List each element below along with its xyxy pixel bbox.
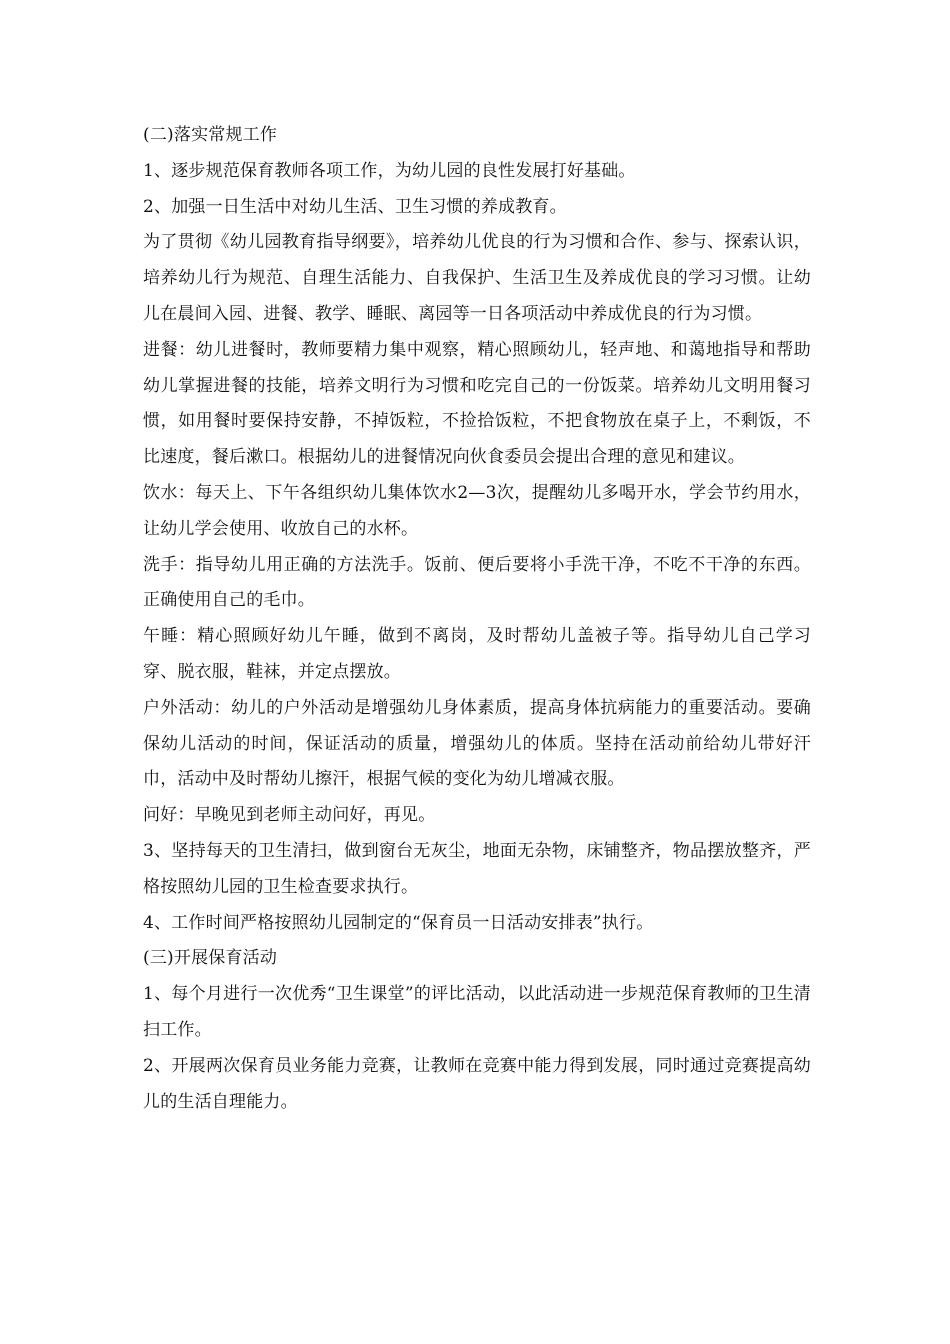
document-body (143, 118, 811, 1120)
paragraph-nap: 午睡：精心照顾好幼儿午睡，做到不离岗，及时帮幼儿盖被子等。指导幼儿自己学习穿、脱衣服，鞋袜，并定点摆放。 (143, 626, 811, 682)
paragraph-drinking: 饮水：每天上、下午各组织幼儿集体饮水2—3次，提醒幼儿多喝开水，学会节约用水，让幼儿学会使用、收放自己的水杯。 (143, 482, 811, 539)
section-heading-3: (三)开展保育活动 (143, 948, 278, 969)
list-item-1: 1、逐步规范保育教师各项工作，为幼儿园的良性发展打好基础。 (143, 160, 636, 181)
paragraph-purpose: 为了贯彻《幼儿园教育指导纲要》，培养幼儿优良的行为习惯和合作、参与、探索认识，培养幼儿行为规范、自理生活能力、自我保护、生活卫生及养成优良的学习习惯。让幼儿在晨间入园、进餐、教学、睡眠、离园等一日各项活动中养成优良的行为习惯。 (143, 232, 811, 324)
paragraph-handwashing: 洗手：指导幼儿用正确的方法洗手。饭前、便后要将小手洗干净，不吃不干净的东西。正确使用自己的毛巾。 (143, 554, 811, 611)
section-heading-2: (二)落实常规工作 (143, 125, 278, 145)
list-item-2: 2、加强一日生活中对幼儿生活、卫生习惯的养成教育。 (143, 196, 567, 217)
list-item-4: 4、工作时间严格按照幼儿园制定的“保育员一日活动安排表”执行。 (143, 912, 654, 933)
list-item-3: 3、坚持每天的卫生清扫，做到窗台无灰尘，地面无杂物，床铺整齐，物品摆放整齐，严格按照幼儿园的卫生检查要求执行。 (143, 840, 811, 897)
list-item-activity-1: 1、每个月进行一次优秀“卫生课堂”的评比活动，以此活动进一步规范保育教师的卫生清扫工作。 (143, 984, 811, 1040)
list-item-activity-2: 2、开展两次保育员业务能力竞赛，让教师在竞赛中能力得到发展，同时通过竞赛提高幼儿的生活自理能力。 (143, 1055, 811, 1112)
paragraph-greeting: 问好：早晚见到老师主动问好，再见。 (143, 805, 436, 826)
paragraph-outdoor: 户外活动：幼儿的户外活动是增强幼儿身体素质，提高身体抗病能力的重要活动。要确保幼儿活动的时间，保证活动的质量，增强幼儿的体质。坚持在活动前给幼儿带好汗巾，活动中及时帮幼儿擦汗，根据气候的变化为幼儿增减衣服。 (143, 697, 811, 790)
paragraph-meals: 进餐：幼儿进餐时，教师要精力集中观察，精心照顾幼儿，轻声地、和蔼地指导和帮助幼儿掌握进餐的技能，培养文明行为习惯和吃完自己的一份饭菜。培养幼儿文明用餐习惯，如用餐时要保持安静，不掉饭粒，不捡拾饭粒，不把食物放在桌子上，不剩饭，不比速度，餐后漱口。根据幼儿的进餐情况向伙食委员会提出合理的意见和建议。 (143, 339, 811, 468)
